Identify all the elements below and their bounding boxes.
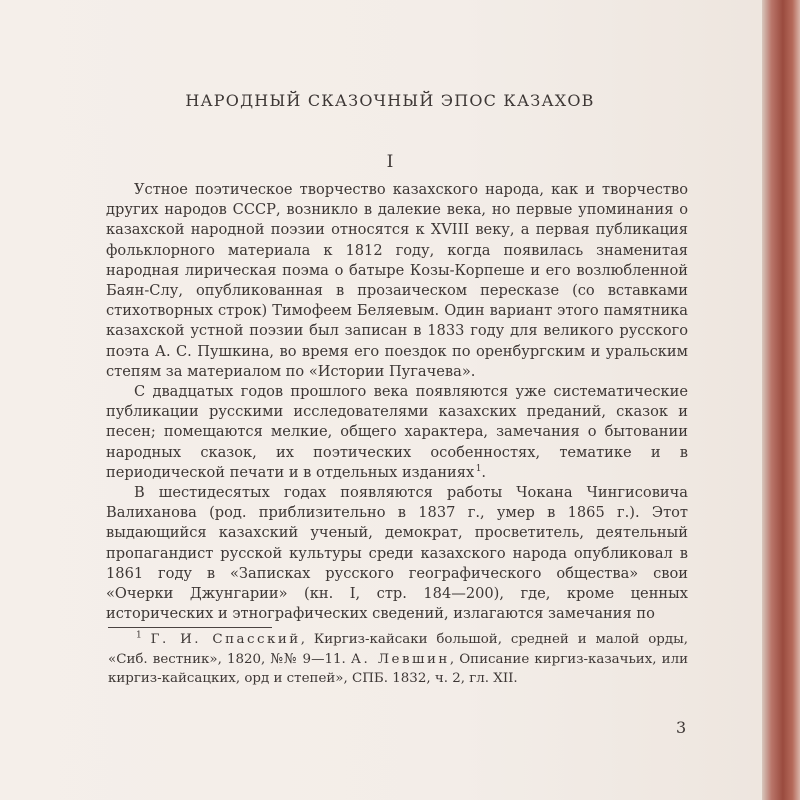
paragraph-1: Устное поэтическое творчество казахского народа, как и творчество других народов СССР, возникло в далекие века, но первые упоминания о казахской народной поэзии относятся к XVIII веку, а первая публикация фольклорного материала к 1812 году, когда появилась знаменитая народная лирическая поэма о батыре Козы-Корпеше и его возлюбленной Баян-Слу, опубликованная в прозаическом пересказе (со вставками стихотворных строк) Тимофеем Беляевым. Один вариант этого памятника казахской устной поэзии был записан в 1833 году для великого русского поэта А. С. Пушкина, во время его поездок по оренбургским и уральским степям за материалом по «Истории Пугачева».	[106, 181, 688, 380]
footnote-author-1: Г. И. Спасский	[150, 632, 301, 647]
footnote-reference: 1	[475, 463, 482, 474]
footnote-text-1: , Киргиз-кайсаки большой, средней и малой орды, «Сиб. вестник», 1820, №№ 9—11.	[108, 632, 689, 667]
chapter-title: НАРОДНЫЙ СКАЗОЧНЫЙ ЭПОС КАЗАХОВ	[185, 91, 595, 110]
paragraph-3: В шестидесятых годах появляются работы Чокана Чингисовича Валиханова (род. приблизительно в 1837 г., умер в 1865 г.). Этот выдающийся казахский ученый, демократ, просветитель, деятельный пропагандист русской культуры среди казахского народа опубликовал в 1861 году в «Записках русского географического общества» свои «Очерки Джунгарии» (кн. I, стр. 184—200), где, кроме ценных исторических и этнографических сведений, излагаются замечания по	[106, 484, 688, 623]
body-text	[106, 180, 688, 624]
book-spine-edge	[762, 0, 800, 800]
section-number: I	[386, 152, 394, 172]
footnote-text-2: , Описание киргиз-казачьих, или киргиз-кайсацких, орд и степей», СПБ. 1832, ч. 2, гл. XII.	[108, 651, 689, 686]
footnote	[108, 630, 688, 689]
footnote-marker: 1	[136, 630, 142, 641]
footnote-divider	[108, 627, 272, 628]
footnote-author-2: А. Левшин	[350, 651, 450, 667]
paragraph-2: С двадцатых годов прошлого века появляются уже систематические публикации русскими исследователями казахских преданий, сказок и песен; помещаются мелкие, общего характера, замечания о бытовании народных сказок, их поэтических особенностях, тематике и в периодической печати и в отдельных изданиях $^1$.	[106, 383, 688, 481]
paragraph-2-text: С двадцатых годов прошлого века появляются уже систематические публикации русскими исследователями казахских преданий, сказок и песен; помещаются мелкие, общего характера, замечания о бытовании народных сказок, их поэтических особенностях, тематике и в периодической печати и в отдельных изданиях	[106, 383, 688, 481]
page-number: 3	[676, 718, 687, 737]
